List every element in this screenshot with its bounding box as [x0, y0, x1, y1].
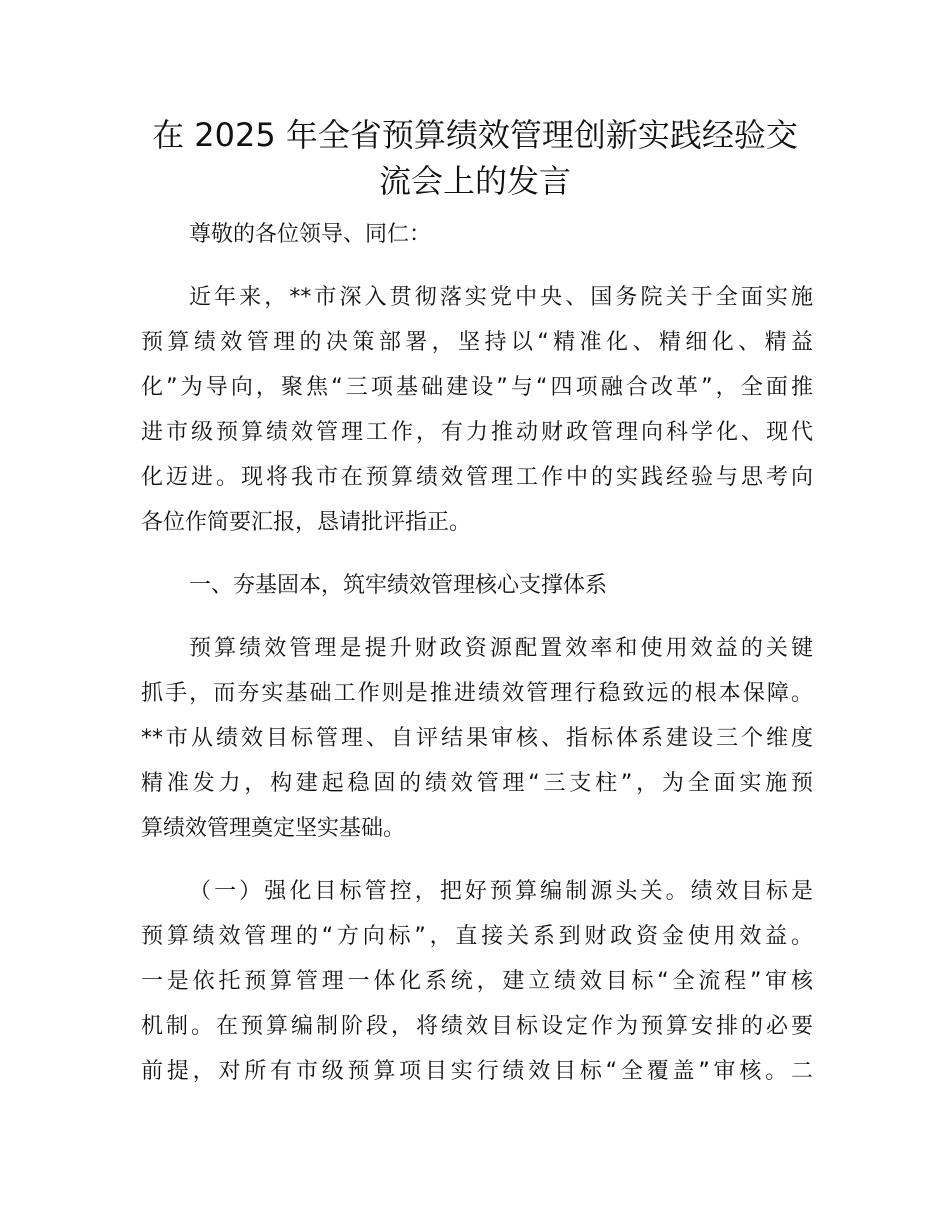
paragraph-salutation: [141, 212, 813, 257]
section-heading-1: [141, 563, 813, 608]
text-line: 精准发力，构建起稳固的绩效管理“三支柱”，为全面实施预: [141, 771, 813, 796]
document-title: [140, 112, 810, 204]
text-line: 化”为导向，聚焦“三项基础建设”与“四项融合改革”，全面推: [141, 375, 813, 400]
text-line: 前提，对所有市级预算项目实行绩效目标“全覆盖”审核。二: [141, 1059, 813, 1084]
text-line: 各位作简要汇报，恳请批评指正。: [141, 510, 472, 535]
paragraph-subsection-1: [141, 869, 813, 1094]
text-line: 预算绩效管理的“方向标”，直接关系到财政资金使用效益。: [141, 924, 813, 949]
text-line: **市从绩效目标管理、自评结果审核、指标体系建设三个维度: [141, 726, 813, 751]
title-line-1: 在 2025 年全省预算绩效管理创新实践经验交: [152, 116, 798, 154]
text-line: 一是依托预算管理一体化系统，建立绩效目标“全流程”审核: [141, 969, 813, 994]
text-line: 一、夯基固本，筑牢绩效管理核心支撑体系: [189, 573, 608, 598]
text-line: 化迈进。现将我市在预算绩效管理工作中的实践经验与思考向: [141, 465, 813, 490]
paragraph-section-1-intro: [141, 626, 813, 851]
text-line: 预算绩效管理是提升财政资源配置效率和使用效益的关键: [189, 636, 813, 661]
text-line: （一）强化目标管控，把好预算编制源头关。绩效目标是: [189, 879, 813, 904]
text-line: 预算绩效管理的决策部署，坚持以“精准化、精细化、精益: [141, 330, 813, 355]
text-line: 算绩效管理奠定坚实基础。: [141, 816, 406, 841]
text-line: 进市级预算绩效管理工作，有力推动财政管理向科学化、现代: [141, 420, 813, 445]
title-line-2: 流会上的发言: [378, 162, 571, 200]
document-body: [141, 212, 813, 1094]
text-line: 机制。在预算编制阶段，将绩效目标设定作为预算安排的必要: [141, 1014, 813, 1039]
paragraph-intro: [141, 275, 813, 545]
text-line: 尊敬的各位领导、同仁：: [189, 222, 432, 247]
text-line: 近年来，**市深入贯彻落实党中央、国务院关于全面实施: [189, 285, 813, 310]
text-line: 抓手，而夯实基础工作则是推进绩效管理行稳致远的根本保障。: [141, 681, 813, 706]
